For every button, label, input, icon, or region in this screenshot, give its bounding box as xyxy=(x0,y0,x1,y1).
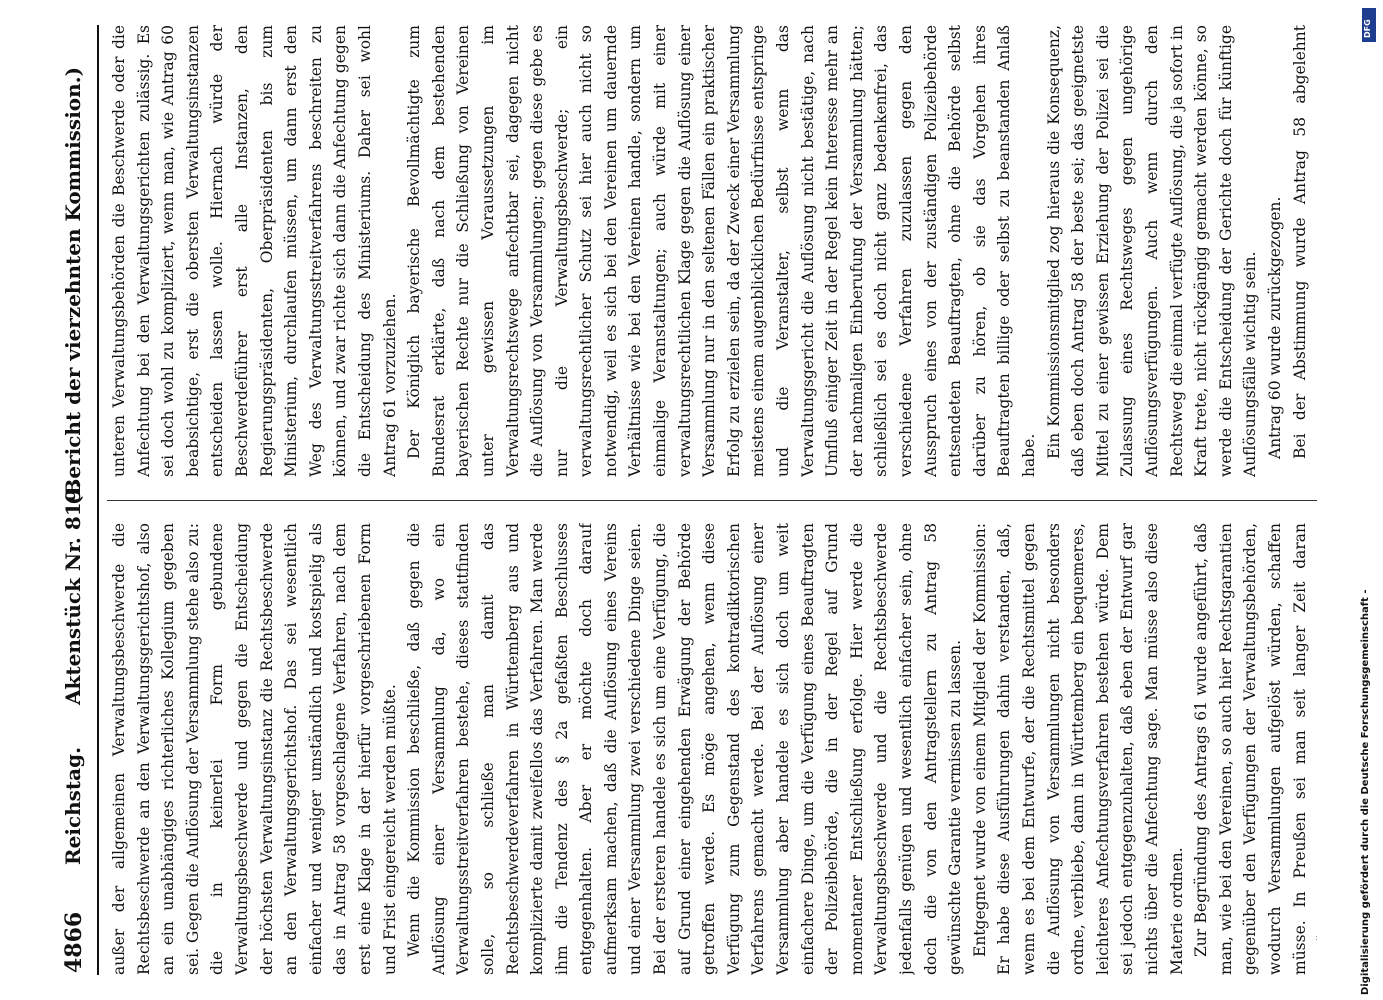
paragraph: außer der allgemeinen Verwaltungsbeschwerde die Rechtsbeschwerde an den Verwaltungsgerichtshof, also an ein unabhängiges richterliches Kollegium gegeben sei. Gegen die Auflösung der Versammlung stehe also zu: die in keinerlei Form gebundene Verwaltungsbeschwerde und gegen die Entscheidung der höchsten Verwaltungsinstanz die Rechtsbeschwerde an den Verwaltungsgerichtshof. Das sei wesentlich einfacher und weniger umständlich und kostspielig als das in Antrag 58 vorgeschlagene Verfahren, nach dem erst eine Klage in der hierfür vorgeschriebenen Form und Frist eingereicht werden müßte. xyxy=(110,523,399,975)
paragraph: unteren Verwaltungsbehörden die Beschwerde oder die Anfechtung bei den Verwaltungsgerichten zulässig. Es sei doch wohl zu kompliziert, wenn man, wie Antrag 60 beabsichtige, erst die obersten Verwaltungsinstanzen entscheiden lassen wolle. Hiernach würde der Beschwerdeführer erst alle Instanzen, den Regierungspräsidenten, Oberpräsidenten bis zum Ministerium, durchlaufen müssen, um dann erst den Weg des Verwaltungsstreitverfahrens beschreiten zu können, und zwar richte sich dann die Anfechtung gegen die Entscheidung des Ministeriums. Daher sei wohl Antrag 61 vorzuziehen. xyxy=(110,25,399,477)
paragraph: Wenn die Kommission beschließe, daß gegen die Auflösung einer Versammlung da, wo ein Verwaltungsstreitverfahren bestehe, dieses stattfinden solle, so schließe man damit das Rechtsbeschwerdeverfahren in Württemberg aus und komplizierte damit zweifellos das Verfahren. Man werde ihm die Tendenz des § 2a gefaßten Beschlusses entgegenhalten. Aber er möchte doch darauf aufmerksam machen, daß die Auflösung eines Vereins und einer Versammlung zwei verschiedene Dinge seien. Bei der ersteren handele es sich um eine Verfügung, die auf Grund einer eingehenden Erwägung der Behörde getroffen werde. Es möge angehen, wenn diese Verfügung zum Gegenstand des kontradiktorischen Verfahrens gemacht werde. Bei der Auflösung einer Versammlung aber handele es sich doch um weit einfachere Dinge, um die Verfügung eines Beauftragten der Polizeibehörde, die in der Regel auf Grund momentaner Entschließung erfolge. Hier werde die Verwaltungsbeschwerde und die Rechtsbeschwerde jedenfalls genügen und wesentlich einfacher sein, ohne doch die von den Antragstellern zu Antrag 58 gewünschte Garantie vermissen zu lassen. xyxy=(405,523,965,975)
dfg-logo xyxy=(1362,8,1376,42)
paragraph: Zur Begründung des Antrags 61 wurde angeführt, daß man, wie bei den Vereinen, so auch hier Rechtsgarantien gegenüber den Verfügungen der Verwaltungsbehörden, wodurch Versammlungen aufgelöst würden, schaffen müsse. In Preußen sei man seit langer Zeit daran xyxy=(1192,523,1309,975)
header-bericht: (Bericht der vierzehnten Kommission.) xyxy=(61,66,85,505)
header-reichstag: Reichstag. xyxy=(61,746,85,865)
header-aktenstueck: Aktenstück Nr. 819. xyxy=(61,481,85,705)
right-text-column xyxy=(107,25,1317,477)
paragraph: Entgegnet wurde von einem Mitglied der Kommission: Er habe diese Ausführungen dahin verstanden, daß, wenn es bei dem Entwurfe, der die Rechtsmittel gegen die Auflösung von Versammlungen nicht besonders ordne, verbliebe, dann in Württemberg ein bequemeres, leichteres Anfechtungsverfahren bestehen würde. Dem sei jedoch entgegenzuhalten, daß eben der Entwurf gar nichts über die Anfechtung sage. Man müsse also diese Materie ordnen. xyxy=(970,523,1186,975)
paragraph: Ein Kommissionsmitglied zog hieraus die Konsequenz, daß eben doch Antrag 58 der beste sei; das geeignetste Mittel zu einer gewissen Erziehung der Polizei sei die Zulassung eines Rechtsweges gegen ungehörige Auflösungsverfügungen. Auch wenn durch den Rechtsweg die einmal verfügte Auflösung, die ja sofort in Kraft trete, nicht rückgängig gemacht werden könne, so werde die Entscheidung der Gerichte doch für künftige Auflösungsfälle wichtig sein. xyxy=(1044,25,1260,477)
page-header xyxy=(53,25,99,975)
rotated-document-sheet xyxy=(35,25,1335,975)
digitization-credit: Digitalisierung gefördert durch die Deutsche Forschungsgemeinschaft - xyxy=(1360,589,1371,995)
paragraph: Bei der Abstimmung wurde Antrag 58 abgelehnt xyxy=(1290,25,1309,459)
left-text-column xyxy=(107,523,1317,975)
paragraph: Antrag 60 wurde zurückgezogen. xyxy=(1265,196,1284,459)
paragraph: Der Königlich bayerische Bevollmächtigte zum Bundesrat erklärte, daß nach dem bestehenden bayerischen Rechte nur die Schließung von Vereinen unter gewissen Voraussetzungen im Verwaltungsrechtswege anfechtbar sei, dagegen nicht die Auflösung von Versammlungen; gegen diese gebe es nur die Verwaltungsbeschwerde; ein verwaltungsrechtlicher Schutz sei hier auch nicht so notwendig, weil es sich bei den Vereinen um dauernde Verhältnisse wie bei den Vereinen handle, sondern um einmalige Veranstaltungen; auch würde mit einer verwaltungsrechtlichen Klage gegen die Auflösung einer Versammlung nur in den seltenen Fällen ein praktischer Erfolg zu erzielen sein, da der Zweck einer Versammlung meistens einem augenblicklichen Bedürfnisse entspringe und die Veranstalter, selbst wenn das Verwaltungsgericht die Auflösung nicht bestätige, nach Umfluß einiger Zeit in der Regel kein Interesse mehr an der nachmaligen Einberufung der Versammlung hätten; schließlich sei es doch nicht ganz bedenkenfrei, das verschiedene Verfahren zuzulassen gegen den Ausspruch eines von der zuständigen Polizeibehörde entsendeten Beauftragten, ohne die Behörde selbst darüber zu hören, ob sie das Vorgehen ihres Beauftragten billige oder selbst zu beanstanden Anlaß habe. xyxy=(405,25,1038,477)
column-divider xyxy=(107,500,1317,501)
page-number: 4866 xyxy=(61,911,87,973)
dfg-logo-text: DFG xyxy=(1363,19,1372,38)
